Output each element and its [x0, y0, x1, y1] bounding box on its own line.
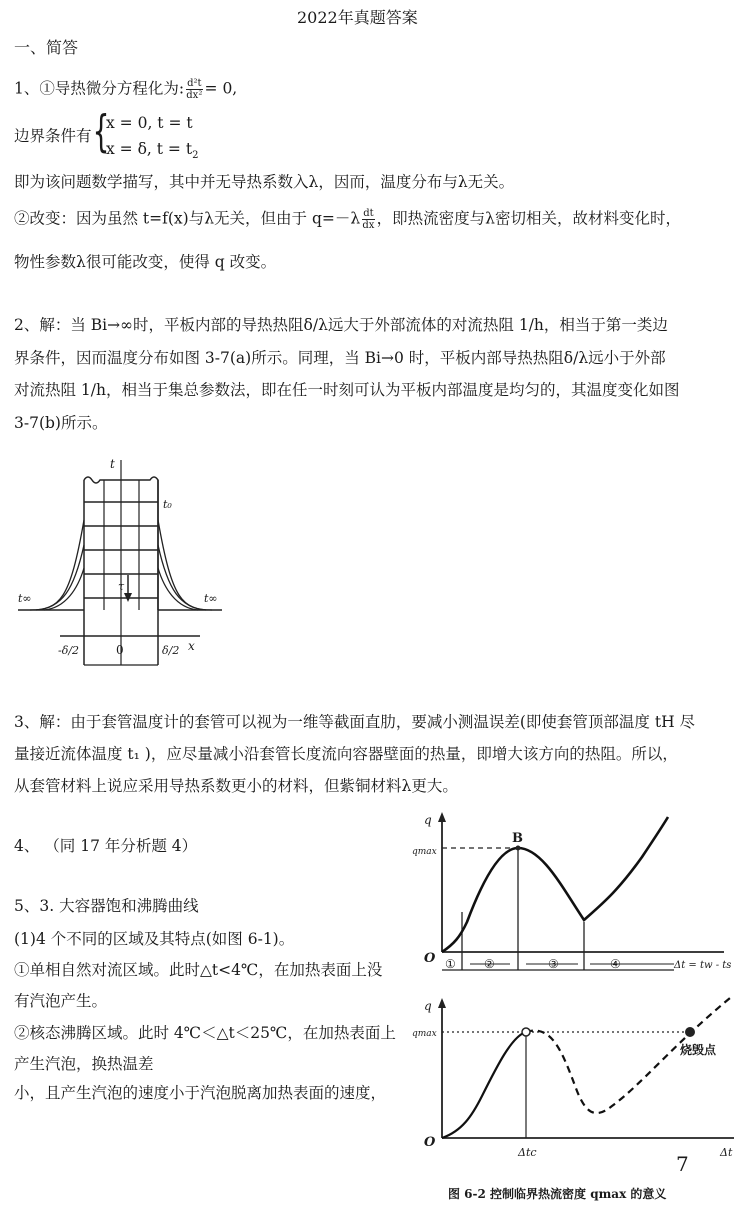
profile-curve-right [158, 568, 198, 610]
q2-line-2: 界条件，因而温度分布如图 3-7(a)所示。同理，当 Bi→0 时，平板内部导热热阻δ/λ远小于外部 [14, 349, 666, 367]
q5-line-6: 产生汽泡，换热温差 [14, 1055, 154, 1073]
pos-half-thickness-label: δ/2 [162, 644, 180, 657]
q5-line-3: ①单相自然对流区域。此时△t<4℃，在加热表面上没 [14, 961, 383, 979]
boundary-condition-1: x = 0, t = t [106, 114, 193, 132]
y-axis-label: q [424, 813, 432, 827]
q2-line-1: 2、解：当 Bi→∞时，平板内部的导热热阻δ/λ远大于外部流体的对流热阻 1/h，相当于第一类边 [14, 316, 668, 334]
figure-3-7 [0, 450, 240, 680]
boundary-condition-2: x = δ, $t = t_2$ [106, 140, 199, 162]
q1-line3: 即为该问题数学描写，其中并无导热系数入λ，因而，温度分布与λ无关。 [14, 173, 515, 191]
q1-line1-prefix: 1、①导热微分方程化为: [14, 79, 185, 98]
profile-curve-left [44, 568, 84, 610]
page-number: 7 [676, 1152, 689, 1176]
q3-line-2: 量接近流体温度 t₁ )，应尽量减小沿套管长度流向容器壁面的热量，即增大该方向的热阻。所以， [14, 745, 678, 763]
profile-curve-left [30, 520, 84, 610]
t0-label: t₀ [163, 498, 172, 511]
q1-line4: ②改变：因为虽然 t=f(x)与λ无关，但由于 q=－λ $\frac{dt}{dx}$ ，即热流密度与λ密切相关，故材料变化时， [14, 208, 681, 231]
q4-text: 4、 （同 17 年分析题 4） [14, 837, 198, 855]
q1-line5: 物性参数λ很可能改变，使得 q 改变。 [14, 253, 277, 271]
point-B [516, 846, 521, 851]
q3-line-3: 从套管材料上说应采用导热系数更小的材料，但紫铜材料λ更大。 [14, 777, 458, 795]
critical-point [522, 1028, 530, 1036]
tinf-right-label: t∞ [204, 592, 218, 605]
y-axis-arrow [438, 998, 446, 1008]
q1-line1 [14, 78, 237, 101]
x-axis-label: Δt = tw - ts [674, 960, 732, 971]
region-1-label: ① [445, 957, 456, 971]
q3-line-1: 3、解：由于套管温度计的套管可以视为一维等截面直肋，要减小测温误差(即使套管顶部温度 tH 尽 [14, 713, 696, 731]
tinf-left-label: t∞ [18, 592, 32, 605]
boiling-curve [442, 817, 668, 952]
dt-dx-fraction: $\frac{dt}{dx}$ [362, 208, 375, 231]
burnout-label: 烧毁点 [680, 1043, 717, 1057]
figure-6-1-boiling-curve [412, 812, 742, 992]
q5-line-5: ②核态沸腾区域。此时 4℃＜△t＜25℃，在加热表面上 [14, 1024, 396, 1042]
figure-6-2-critical-heat-flux [412, 996, 747, 1171]
q2-line-3: 对流热阻 1/h，相当于集总参数法，即在任一时刻可认为平板内部温度是均匀的，其温度变化如图 [14, 381, 680, 399]
d2t-fraction: $\frac{\text{d²t}}{\text{dx²}}$ [186, 78, 203, 101]
q5-line-4: 有汽泡产生。 [14, 992, 108, 1010]
qmax-label: qmax [412, 1029, 437, 1039]
origin-label: 0 [116, 643, 124, 657]
q5-line-1: 5、3. 大容器饱和沸腾曲线 [14, 897, 199, 915]
boundary-label: 边界条件有 [14, 127, 92, 145]
q5-line-2: (1)4 个不同的区域及其特点(如图 6-1)。 [14, 930, 295, 948]
page-title: 2022年真题答案 [297, 8, 418, 27]
region-2-label: ② [484, 957, 495, 971]
B-label: B [512, 831, 523, 846]
region-3-label: ③ [548, 957, 559, 971]
t-axis-label: t [110, 457, 115, 471]
figure-6-2-caption: 图 6-2 控制临界热流密度 qmax 的意义 [448, 1187, 667, 1201]
region-4-label: ④ [610, 957, 621, 971]
brace-icon: { [92, 106, 110, 157]
neg-half-thickness-label: -δ/2 [58, 644, 80, 657]
q5-line-7: 小，且产生汽泡的速度小于汽泡脱离加热表面的速度， [14, 1084, 387, 1102]
nucleate-boiling-curve [442, 1032, 526, 1138]
x-axis-label: x [188, 639, 195, 653]
section-heading: 一、简答 [14, 38, 79, 57]
burnout-point [685, 1027, 695, 1037]
qmax-label: qmax [412, 847, 437, 857]
y-axis-label: q [424, 999, 432, 1013]
q2-line-4: 3-7(b)所示。 [14, 414, 108, 432]
dtc-label: Δtc [518, 1146, 537, 1159]
origin-label: O [424, 1135, 436, 1150]
tau-label: τ [118, 580, 125, 593]
x-axis-label: Δt [720, 1146, 733, 1159]
origin-label: O [424, 951, 436, 966]
y-axis-arrow [438, 812, 446, 822]
q1-line1-suffix: = 0, [204, 79, 238, 98]
